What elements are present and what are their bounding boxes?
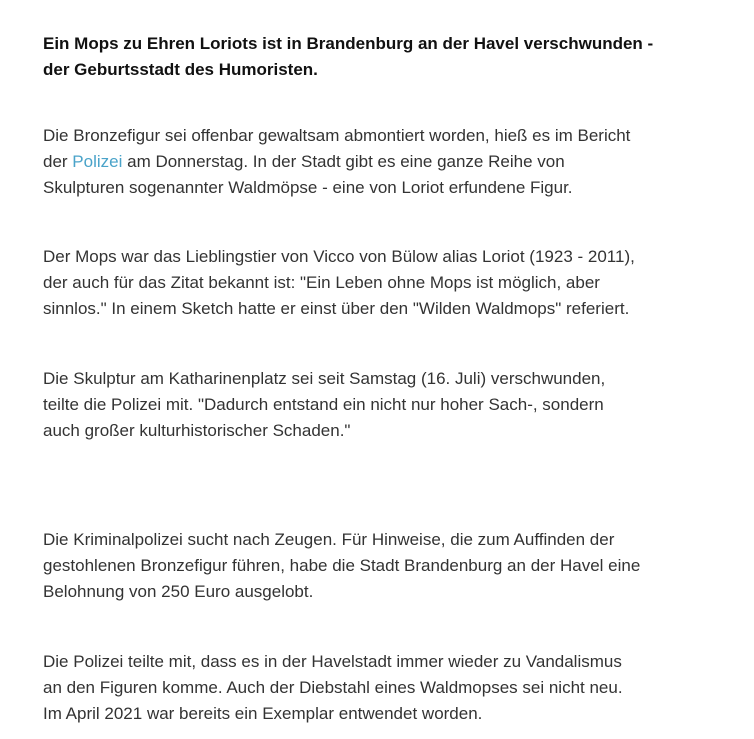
p5-line-1: Die Polizei teilte mit, dass es in der Havelstadt immer wieder zu Vandalismus	[43, 652, 622, 671]
paragraph-skulptur	[43, 366, 743, 444]
p4-line-2: gestohlenen Bronzefigur führen, habe die Stadt Brandenburg an der Havel eine	[43, 556, 641, 575]
p1-line-1: Die Bronzefigur sei offenbar gewaltsam abmontiert worden, hieß es im Bericht	[43, 126, 631, 145]
p3-line-1: Die Skulptur am Katharinenplatz sei seit Samstag (16. Juli) verschwunden,	[43, 369, 606, 388]
p3-line-2: teilte die Polizei mit. "Dadurch entstand ein nicht nur hoher Sach-, sondern	[43, 395, 604, 414]
lead-line-1: Ein Mops zu Ehren Loriots ist in Brandenburg an der Havel verschwunden -	[43, 34, 654, 53]
p4-line-3: Belohnung von 250 Euro ausgelobt.	[43, 582, 314, 601]
paragraph-bronzefigur	[43, 123, 743, 201]
lead-line-2: der Geburtsstadt des Humoristen.	[43, 60, 318, 79]
paragraph-vandalismus	[43, 649, 743, 727]
p1-line-2-rest: am Donnerstag. In der Stadt gibt es eine ganze Reihe von	[122, 152, 565, 171]
p1-line-2-prefix: der	[43, 152, 73, 171]
p5-line-3: Im April 2021 war bereits ein Exemplar entwendet worden.	[43, 704, 483, 723]
paragraph-kriminalpolizei	[43, 527, 743, 605]
p5-line-2: an den Figuren komme. Auch der Diebstahl eines Waldmopses sei nicht neu.	[43, 678, 623, 697]
p2-line-2: der auch für das Zitat bekannt ist: "Ein Leben ohne Mops ist möglich, aber	[43, 273, 600, 292]
polizei-link[interactable]: Polizei	[72, 152, 123, 171]
p3-line-3: auch großer kulturhistorischer Schaden."	[43, 421, 351, 440]
p2-line-3: sinnlos." In einem Sketch hatte er einst über den "Wilden Waldmops" referiert.	[43, 299, 630, 318]
p4-line-1: Die Kriminalpolizei sucht nach Zeugen. Für Hinweise, die zum Auffinden der	[43, 530, 615, 549]
paragraph-lieblingstier	[43, 244, 743, 322]
p2-line-1: Der Mops war das Lieblingstier von Vicco von Bülow alias Loriot (1923 - 2011),	[43, 247, 635, 266]
p1-line-3: Skulpturen sogenannter Waldmöpse - eine von Loriot erfundene Figur.	[43, 178, 573, 197]
article-lead	[43, 31, 743, 83]
